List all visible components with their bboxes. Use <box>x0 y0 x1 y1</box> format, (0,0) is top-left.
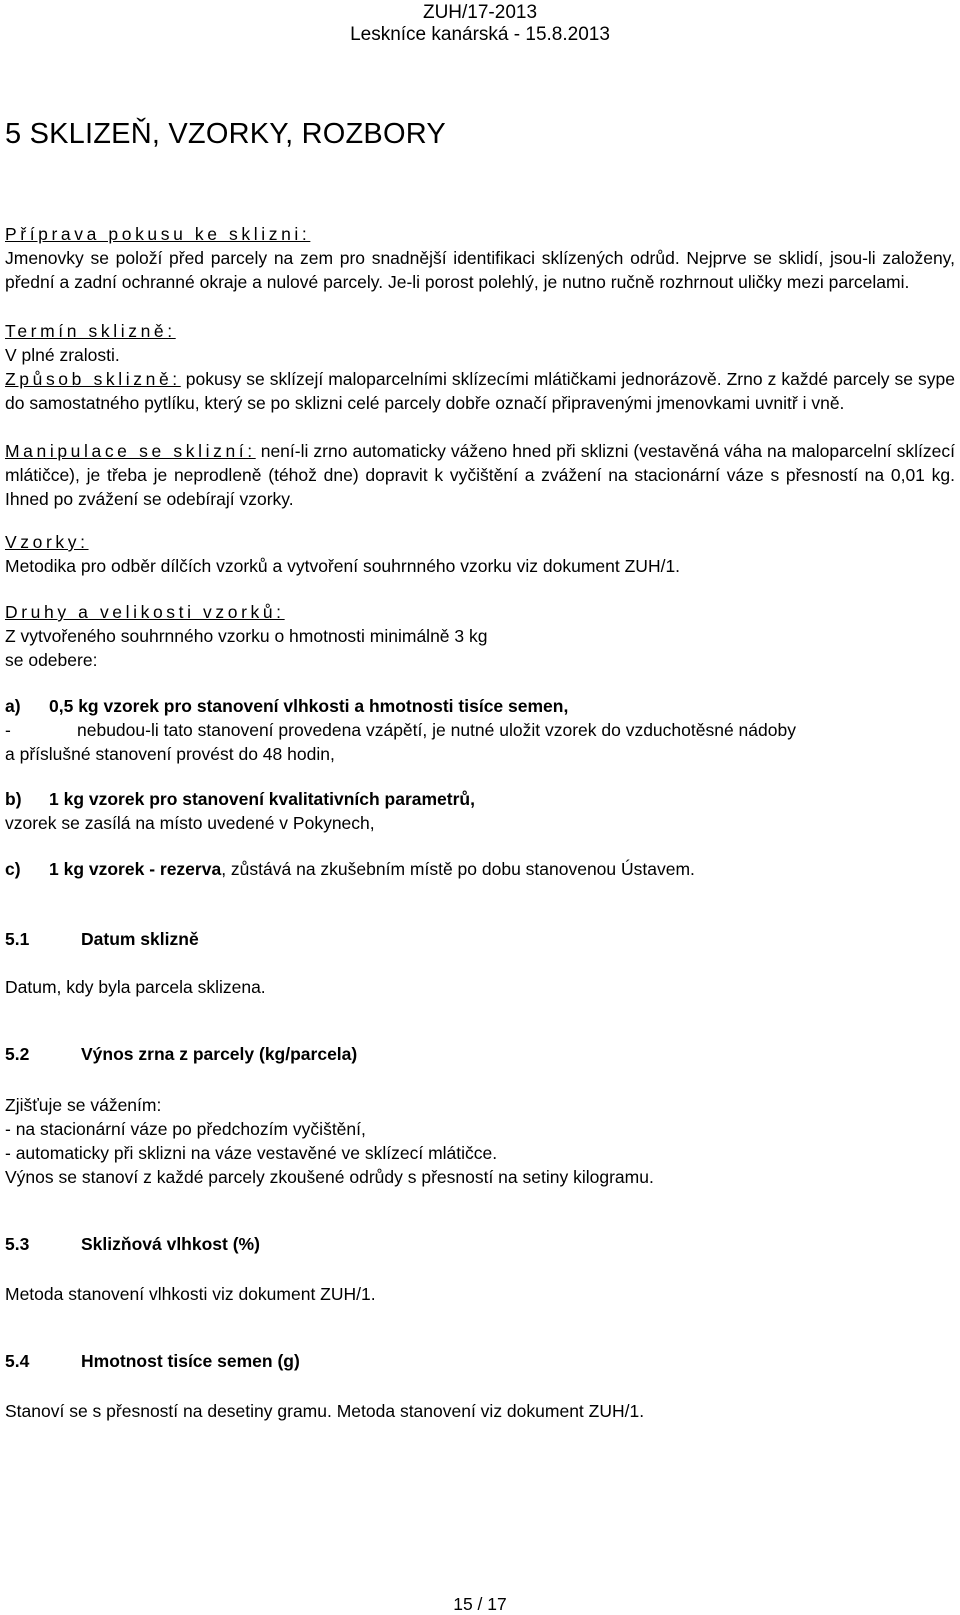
item-a <box>5 694 955 767</box>
item-b-note: vzorek se zasílá na místo uvedené v Pokynech, <box>5 813 375 834</box>
section-5-4-heading <box>5 1351 300 1372</box>
section-5-2-body <box>5 1093 955 1189</box>
section-5-3-number: 5.3 <box>5 1234 30 1254</box>
section-5-2-heading <box>5 1044 357 1065</box>
item-a-dash: - <box>5 720 11 741</box>
termin-heading: Termín sklizně: <box>5 321 176 341</box>
section-5-3-text: Metoda stanovení vlhkosti viz dokument ZUH/1. <box>5 1284 376 1304</box>
section-5-2-line2: - na stacionární váze po předchozím vyčištění, <box>5 1119 366 1139</box>
zpusob-heading: Způsob sklizně: <box>5 369 181 389</box>
termin-text: V plné zralosti. <box>5 345 120 366</box>
item-c-bold: 1 kg vzorek - rezerva <box>49 859 222 879</box>
vzorky-text: Metodika pro odběr dílčích vzorků a vytvoření souhrnného vzorku viz dokument ZUH/1. <box>5 556 681 577</box>
section-5-2-number: 5.2 <box>5 1044 30 1064</box>
section-5-3-heading <box>5 1234 260 1255</box>
item-c <box>5 857 955 881</box>
item-c-label: c) <box>5 859 21 879</box>
section-5-1-heading <box>5 929 199 950</box>
priprava-text: Jmenovky se položí před parcely na zem pro snadnější identifikaci sklízených odrůd. Nejprve se sklidí, jsou-li založeny, přední a zadní ochranné okraje a nulové parcely. Je-li porost polehlý, je nutno ručně rozhrnout uličky mezi parcelami. <box>5 248 955 293</box>
section-5-2-line1: Zjišťuje se vážením: <box>5 1095 162 1115</box>
druhy-line1: Z vytvořeného souhrnného vzorku o hmotnosti minimálně 3 kg <box>5 626 488 647</box>
section-5-1-title: Datum sklizně <box>81 929 199 949</box>
section-manipulace <box>5 439 955 512</box>
section-priprava <box>5 222 955 295</box>
vzorky-heading: Vzorky: <box>5 532 89 552</box>
section-zpusob <box>5 367 955 415</box>
druhy-line2: se odebere: <box>5 650 98 671</box>
section-5-2-title: Výnos zrna z parcely (kg/parcela) <box>81 1044 358 1064</box>
section-druhy <box>5 600 955 673</box>
section-5-2-line4: Výnos se stanoví z každé parcely zkoušené odrůdy s přesností na setiny kilogramu. <box>5 1167 654 1187</box>
page-number: 15 / 17 <box>453 1594 507 1614</box>
chapter-title: 5 SKLIZEŇ, VZORKY, ROZBORY <box>5 118 446 150</box>
item-a-text: 0,5 kg vzorek pro stanovení vlhkosti a hmotnosti tisíce semen, <box>49 696 569 716</box>
item-a-note-1: nebudou-li tato stanovení provedena vzápětí, je nutné uložit vzorek do vzduchotěsné nádoby <box>77 720 796 741</box>
section-termin <box>5 319 955 367</box>
item-a-note-2: a příslušné stanovení provést do 48 hodin, <box>5 744 335 765</box>
item-b <box>5 787 955 835</box>
priprava-heading: Příprava pokusu ke sklizni: <box>5 224 311 244</box>
section-5-4-title: Hmotnost tisíce semen (g) <box>81 1351 300 1371</box>
section-vzorky <box>5 530 955 578</box>
section-5-2-line3: - automaticky při sklizni na váze vestavěné ve sklízecí mlátičce. <box>5 1143 498 1163</box>
manipulace-text: není-li zrno automaticky váženo hned při sklizni (vestavěná váha na maloparcelní sklízecí mlátičce), je třeba je neprodleně (téhož dne) dopravit k vyčištění a zvážení na stacionární váze s přesností na 0,01 kg. Ihned po zvážení se odebírají vzorky. <box>5 441 955 510</box>
section-5-1-text: Datum, kdy byla parcela sklizena. <box>5 977 266 997</box>
zpusob-text: pokusy se sklízejí maloparcelními sklízecími mlátičkami jednorázově. Zrno z každé parcely se sype do samostatného pytlíku, který se po sklizni celé parcely dobře označí připravenými jmenovkami uvnitř i vně. <box>5 369 955 414</box>
item-a-label: a) <box>5 696 21 716</box>
document-subtitle: Leskníce kanárská - 15.8.2013 <box>350 24 610 45</box>
manipulace-heading: Manipulace se sklizní: <box>5 441 256 461</box>
druhy-heading: Druhy a velikosti vzorků: <box>5 602 285 622</box>
section-5-4-number: 5.4 <box>5 1351 30 1371</box>
section-5-3-title: Sklizňová vlhkost (%) <box>81 1234 260 1254</box>
section-5-1-number: 5.1 <box>5 929 30 949</box>
item-b-text: 1 kg vzorek pro stanovení kvalitativních parametrů, <box>49 789 475 809</box>
item-b-label: b) <box>5 789 22 809</box>
item-c-rest: , zůstává na zkušebním místě po dobu stanovenou Ústavem. <box>221 859 695 879</box>
section-5-4-text: Stanoví se s přesností na desetiny gramu. Metoda stanovení viz dokument ZUH/1. <box>5 1401 645 1421</box>
document-code: ZUH/17-2013 <box>422 2 538 23</box>
